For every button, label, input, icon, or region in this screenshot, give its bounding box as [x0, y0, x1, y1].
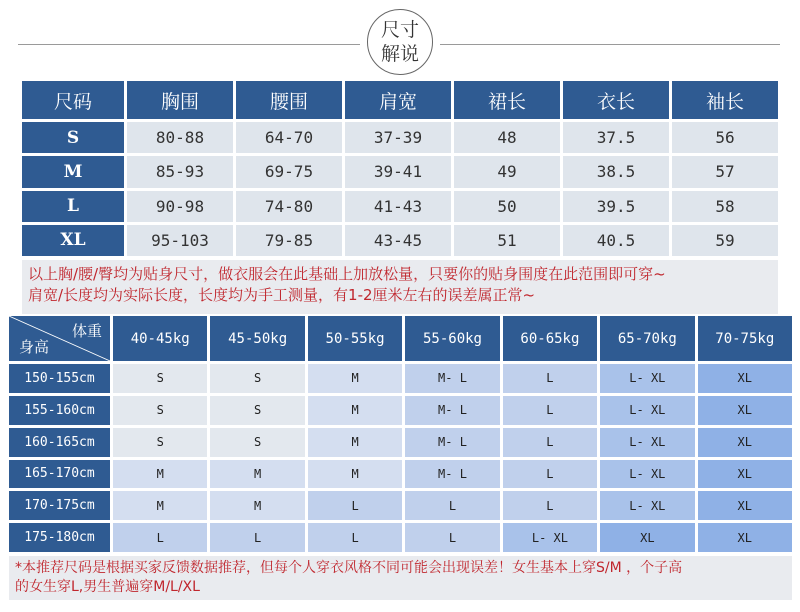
- size-table-cell: 40.5: [563, 225, 669, 256]
- measurement-note-line2: 肩宽/长度均为实际长度，长度均为手工测量，有1-2厘米左右的误差属正常~: [28, 286, 536, 304]
- header-divider-left: [18, 44, 360, 45]
- recommended-size-cell: L: [503, 428, 597, 457]
- recommended-size-cell: M: [308, 364, 402, 393]
- recommended-size-cell: L- XL: [503, 523, 597, 552]
- recommended-size-cell: XL: [698, 396, 792, 425]
- size-table-cell: 39-41: [345, 156, 451, 187]
- size-table-row-label: M: [22, 156, 124, 187]
- recommended-size-cell: M: [113, 491, 207, 520]
- weight-column-header: 65-70kg: [600, 316, 694, 361]
- size-guide-badge: [367, 9, 433, 75]
- size-table-cell: 49: [454, 156, 560, 187]
- corner-height-label: 身高: [19, 338, 50, 356]
- size-table-row-label: L: [22, 191, 124, 222]
- size-table-cell: 37.5: [563, 122, 669, 153]
- recommended-size-cell: XL: [698, 491, 792, 520]
- size-table-cell: 57: [672, 156, 778, 187]
- recommended-size-cell: L- XL: [600, 460, 694, 489]
- size-table-cell: 41-43: [345, 191, 451, 222]
- recommended-size-cell: L: [405, 523, 499, 552]
- recommended-size-cell: XL: [600, 523, 694, 552]
- size-table-header: 衣长: [563, 81, 669, 119]
- weight-column-header: 45-50kg: [210, 316, 304, 361]
- recommended-size-cell: L: [308, 491, 402, 520]
- recommended-size-cell: M: [308, 396, 402, 425]
- recommended-size-cell: M: [210, 491, 304, 520]
- size-table-header: 肩宽: [345, 81, 451, 119]
- recommended-size-cell: M- L: [405, 364, 499, 393]
- height-row-header: 165-170cm: [9, 460, 110, 489]
- recommended-size-cell: XL: [698, 460, 792, 489]
- height-row-header: 175-180cm: [9, 523, 110, 552]
- badge-title-line2: 解说: [380, 43, 419, 65]
- size-table-row-label: S: [22, 122, 124, 153]
- size-table-cell: 69-75: [236, 156, 342, 187]
- size-table-cell: 74-80: [236, 191, 342, 222]
- recommended-size-cell: L: [113, 523, 207, 552]
- recommended-size-cell: M: [210, 460, 304, 489]
- header-divider-right: [440, 44, 780, 45]
- recommendation-note: [9, 556, 792, 600]
- weight-column-header: 55-60kg: [405, 316, 499, 361]
- size-table-cell: 37-39: [345, 122, 451, 153]
- size-table-cell: 59: [672, 225, 778, 256]
- corner-weight-label: 体重: [71, 322, 102, 340]
- recommended-size-cell: M: [308, 460, 402, 489]
- recommended-size-cell: S: [210, 396, 304, 425]
- badge-title-line1: 尺寸: [380, 19, 419, 41]
- recommended-size-cell: L- XL: [600, 428, 694, 457]
- size-table-cell: 51: [454, 225, 560, 256]
- recommended-size-cell: M- L: [405, 396, 499, 425]
- size-table-cell: 64-70: [236, 122, 342, 153]
- size-table-header: 腰围: [236, 81, 342, 119]
- recommended-size-cell: L: [308, 523, 402, 552]
- recommended-size-cell: S: [210, 428, 304, 457]
- height-row-header: 155-160cm: [9, 396, 110, 425]
- height-row-header: 170-175cm: [9, 491, 110, 520]
- recommended-size-cell: S: [113, 428, 207, 457]
- height-row-header: 160-165cm: [9, 428, 110, 457]
- recommended-size-cell: M- L: [405, 428, 499, 457]
- recommendation-note-line2: 的女生穿L,男生普遍穿M/L/XL: [15, 579, 200, 595]
- recommended-size-cell: L: [503, 396, 597, 425]
- recommended-size-cell: L- XL: [600, 491, 694, 520]
- size-table-cell: 48: [454, 122, 560, 153]
- recommended-size-cell: L: [503, 364, 597, 393]
- size-table-cell: 80-88: [127, 122, 233, 153]
- size-table-cell: 85-93: [127, 156, 233, 187]
- recommended-size-cell: XL: [698, 364, 792, 393]
- size-table-cell: 58: [672, 191, 778, 222]
- weight-column-header: 60-65kg: [503, 316, 597, 361]
- size-table-header: 胸围: [127, 81, 233, 119]
- recommended-size-cell: XL: [698, 428, 792, 457]
- weight-column-header: 40-45kg: [113, 316, 207, 361]
- recommendation-note-line1: *本推荐尺码是根据买家反馈数据推荐，但每个人穿衣风格不同可能会出现误差！女生基本上穿S/M ，个子高: [15, 560, 683, 576]
- size-table-cell: 56: [672, 122, 778, 153]
- size-table-cell: 43-45: [345, 225, 451, 256]
- recommended-size-cell: L- XL: [600, 364, 694, 393]
- recommended-size-cell: S: [113, 364, 207, 393]
- recommended-size-cell: S: [113, 396, 207, 425]
- size-recommendation-table: [9, 316, 792, 552]
- size-table-row-label: XL: [22, 225, 124, 256]
- recommended-size-cell: L: [503, 460, 597, 489]
- size-table-cell: 90-98: [127, 191, 233, 222]
- recommended-size-cell: L: [405, 491, 499, 520]
- height-row-header: 150-155cm: [9, 364, 110, 393]
- measurement-note: [22, 260, 778, 314]
- recommended-size-cell: L- XL: [600, 396, 694, 425]
- size-chart-table: [22, 81, 778, 256]
- size-table-header: 尺码: [22, 81, 124, 119]
- recommended-size-cell: L: [210, 523, 304, 552]
- measurement-note-line1: 以上胸/腰/臀均为贴身尺寸，做衣服会在此基础上加放松量，只要你的贴身围度在此范围即可穿~: [28, 265, 666, 283]
- size-table-cell: 38.5: [563, 156, 669, 187]
- size-table-cell: 50: [454, 191, 560, 222]
- size-table-header: 袖长: [672, 81, 778, 119]
- recommended-size-cell: M: [308, 428, 402, 457]
- size-table-cell: 95-103: [127, 225, 233, 256]
- table-corner-header: [9, 316, 110, 361]
- weight-column-header: 50-55kg: [308, 316, 402, 361]
- weight-column-header: 70-75kg: [698, 316, 792, 361]
- size-table-cell: 79-85: [236, 225, 342, 256]
- recommended-size-cell: S: [210, 364, 304, 393]
- recommended-size-cell: M: [113, 460, 207, 489]
- recommended-size-cell: L: [503, 491, 597, 520]
- size-table-cell: 39.5: [563, 191, 669, 222]
- recommended-size-cell: XL: [698, 523, 792, 552]
- size-table-header: 裙长: [454, 81, 560, 119]
- recommended-size-cell: M- L: [405, 460, 499, 489]
